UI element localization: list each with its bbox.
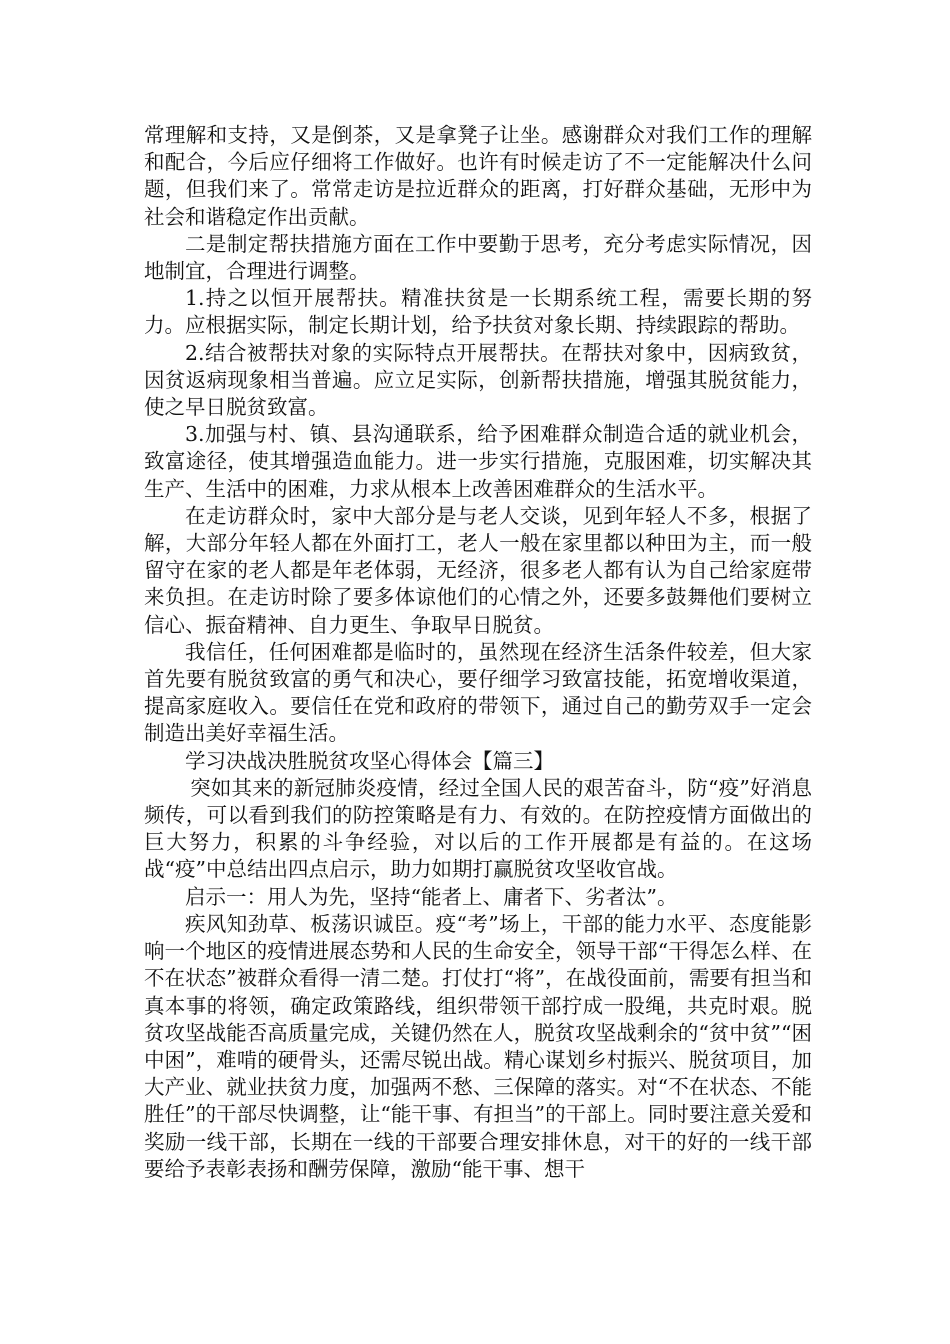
paragraph-item-2: 2.结合被帮扶对象的实际特点开展帮扶。在帮扶对象中，因病致贫，因贫返病现象相当普遍。应立足实际，创新帮扶措施，增强其脱贫能力，使之早日脱贫致富。 (144, 340, 812, 420)
paragraph-item-3: 3.加强与村、镇、县沟通联系，给予困难群众制造合适的就业机会，致富途径，使其增强造血能力。进一步实行措施，克服困难，切实解决其生产、生活中的困难，力求从根本上改善困难群众的生活水平。 (144, 422, 812, 501)
paragraph-visiting-elders: 在走访群众时，家中大部分是与老人交谈，见到年轻人不多，根据了解，大部分年轻人都在外面打工，老人一般在家里都以种田为主，而一般留守在家的老人都是年老体弱，无经济，很多老人都有认为自己给家庭带来负担。在走访时除了要多体谅他们的心情之外，还要多鼓舞他们要树立信心、振奋精神、自力更生、争取早日脱贫。 (144, 503, 812, 637)
document-body (144, 122, 812, 1183)
paragraph-confidence: 我信任，任何困难都是临时的，虽然现在经济生活条件较差，但大家首先要有脱贫致富的勇气和决心，要仔细学习致富技能，拓宽增收渠道，提高家庭收入。要信任在党和政府的带领下，通过自己的勤劳双手一定会制造出美好幸福生活。 (144, 639, 812, 746)
paragraph-continuation: 常理解和支持，又是倒茶，又是拿凳子让坐。感谢群众对我们工作的理解和配合，今后应仔细将工作做好。也许有时候走访了不一定能解决什么问题，但我们来了。常常走访是拉近群众的距离，打好群众基础，无形中为社会和谐稳定作出贡献。 (144, 123, 812, 229)
paragraph-measures-intro: 二是制定帮扶措施方面在工作中要勤于思考，充分考虑实际情况，因地制宜，合理进行调整。 (144, 231, 812, 284)
paragraph-epidemic: 突如其来的新冠肺炎疫情，经过全国人民的艰苦奋斗，防“疫”好消息频传，可以看到我们的防控策略是有力、有效的。在防控疫情方面做出的巨大努力，积累的斗争经验，对以后的工作开展都是有益的。在这场战“疫”中总结出四点启示，助力如期打赢脱贫攻坚收官战。 (144, 775, 812, 882)
section-heading: 学习决战决胜脱贫攻坚心得体会【篇三】 (185, 748, 554, 773)
paragraph-lesson-one: 启示一：用人为先，坚持“能者上、庸者下、劣者汰”。 (185, 884, 678, 909)
paragraph-cadres: 疾风知劲草、板荡识诚臣。疫“考”场上，干部的能力水平、态度能影响一个地区的疫情进展态势和人民的生命安全，领导干部“干得怎么样、在不在状态”被群众看得一清二楚。打仗打“将”，在战役面前，需要有担当和真本事的将领，确定政策路线，组织带领干部拧成一股绳，共克时艰。脱贫攻坚战能否高质量完成，关键仍然在人，脱贫攻坚战剩余的“贫中贫”“困中困”，难啃的硬骨头，还需尽锐出战。精心谋划乡村振兴、脱贫项目，加大产业、就业扶贫力度，加强两不愁、三保障的落实。对“不在状态、不能胜任”的干部尽快调整，让“能干事、有担当”的干部上。同时要注意关爱和奖励一线干部，长期在一线的干部要合理安排休息，对干的好的一线干部要给予表彰表扬和酬劳保障，激励“能干事、想干 (144, 911, 812, 1181)
paragraph-item-1: 1.持之以恒开展帮扶。精准扶贫是一长期系统工程，需要长期的努力。应根据实际，制定长期计划，给予扶贫对象长期、持续跟踪的帮助。 (144, 286, 812, 338)
